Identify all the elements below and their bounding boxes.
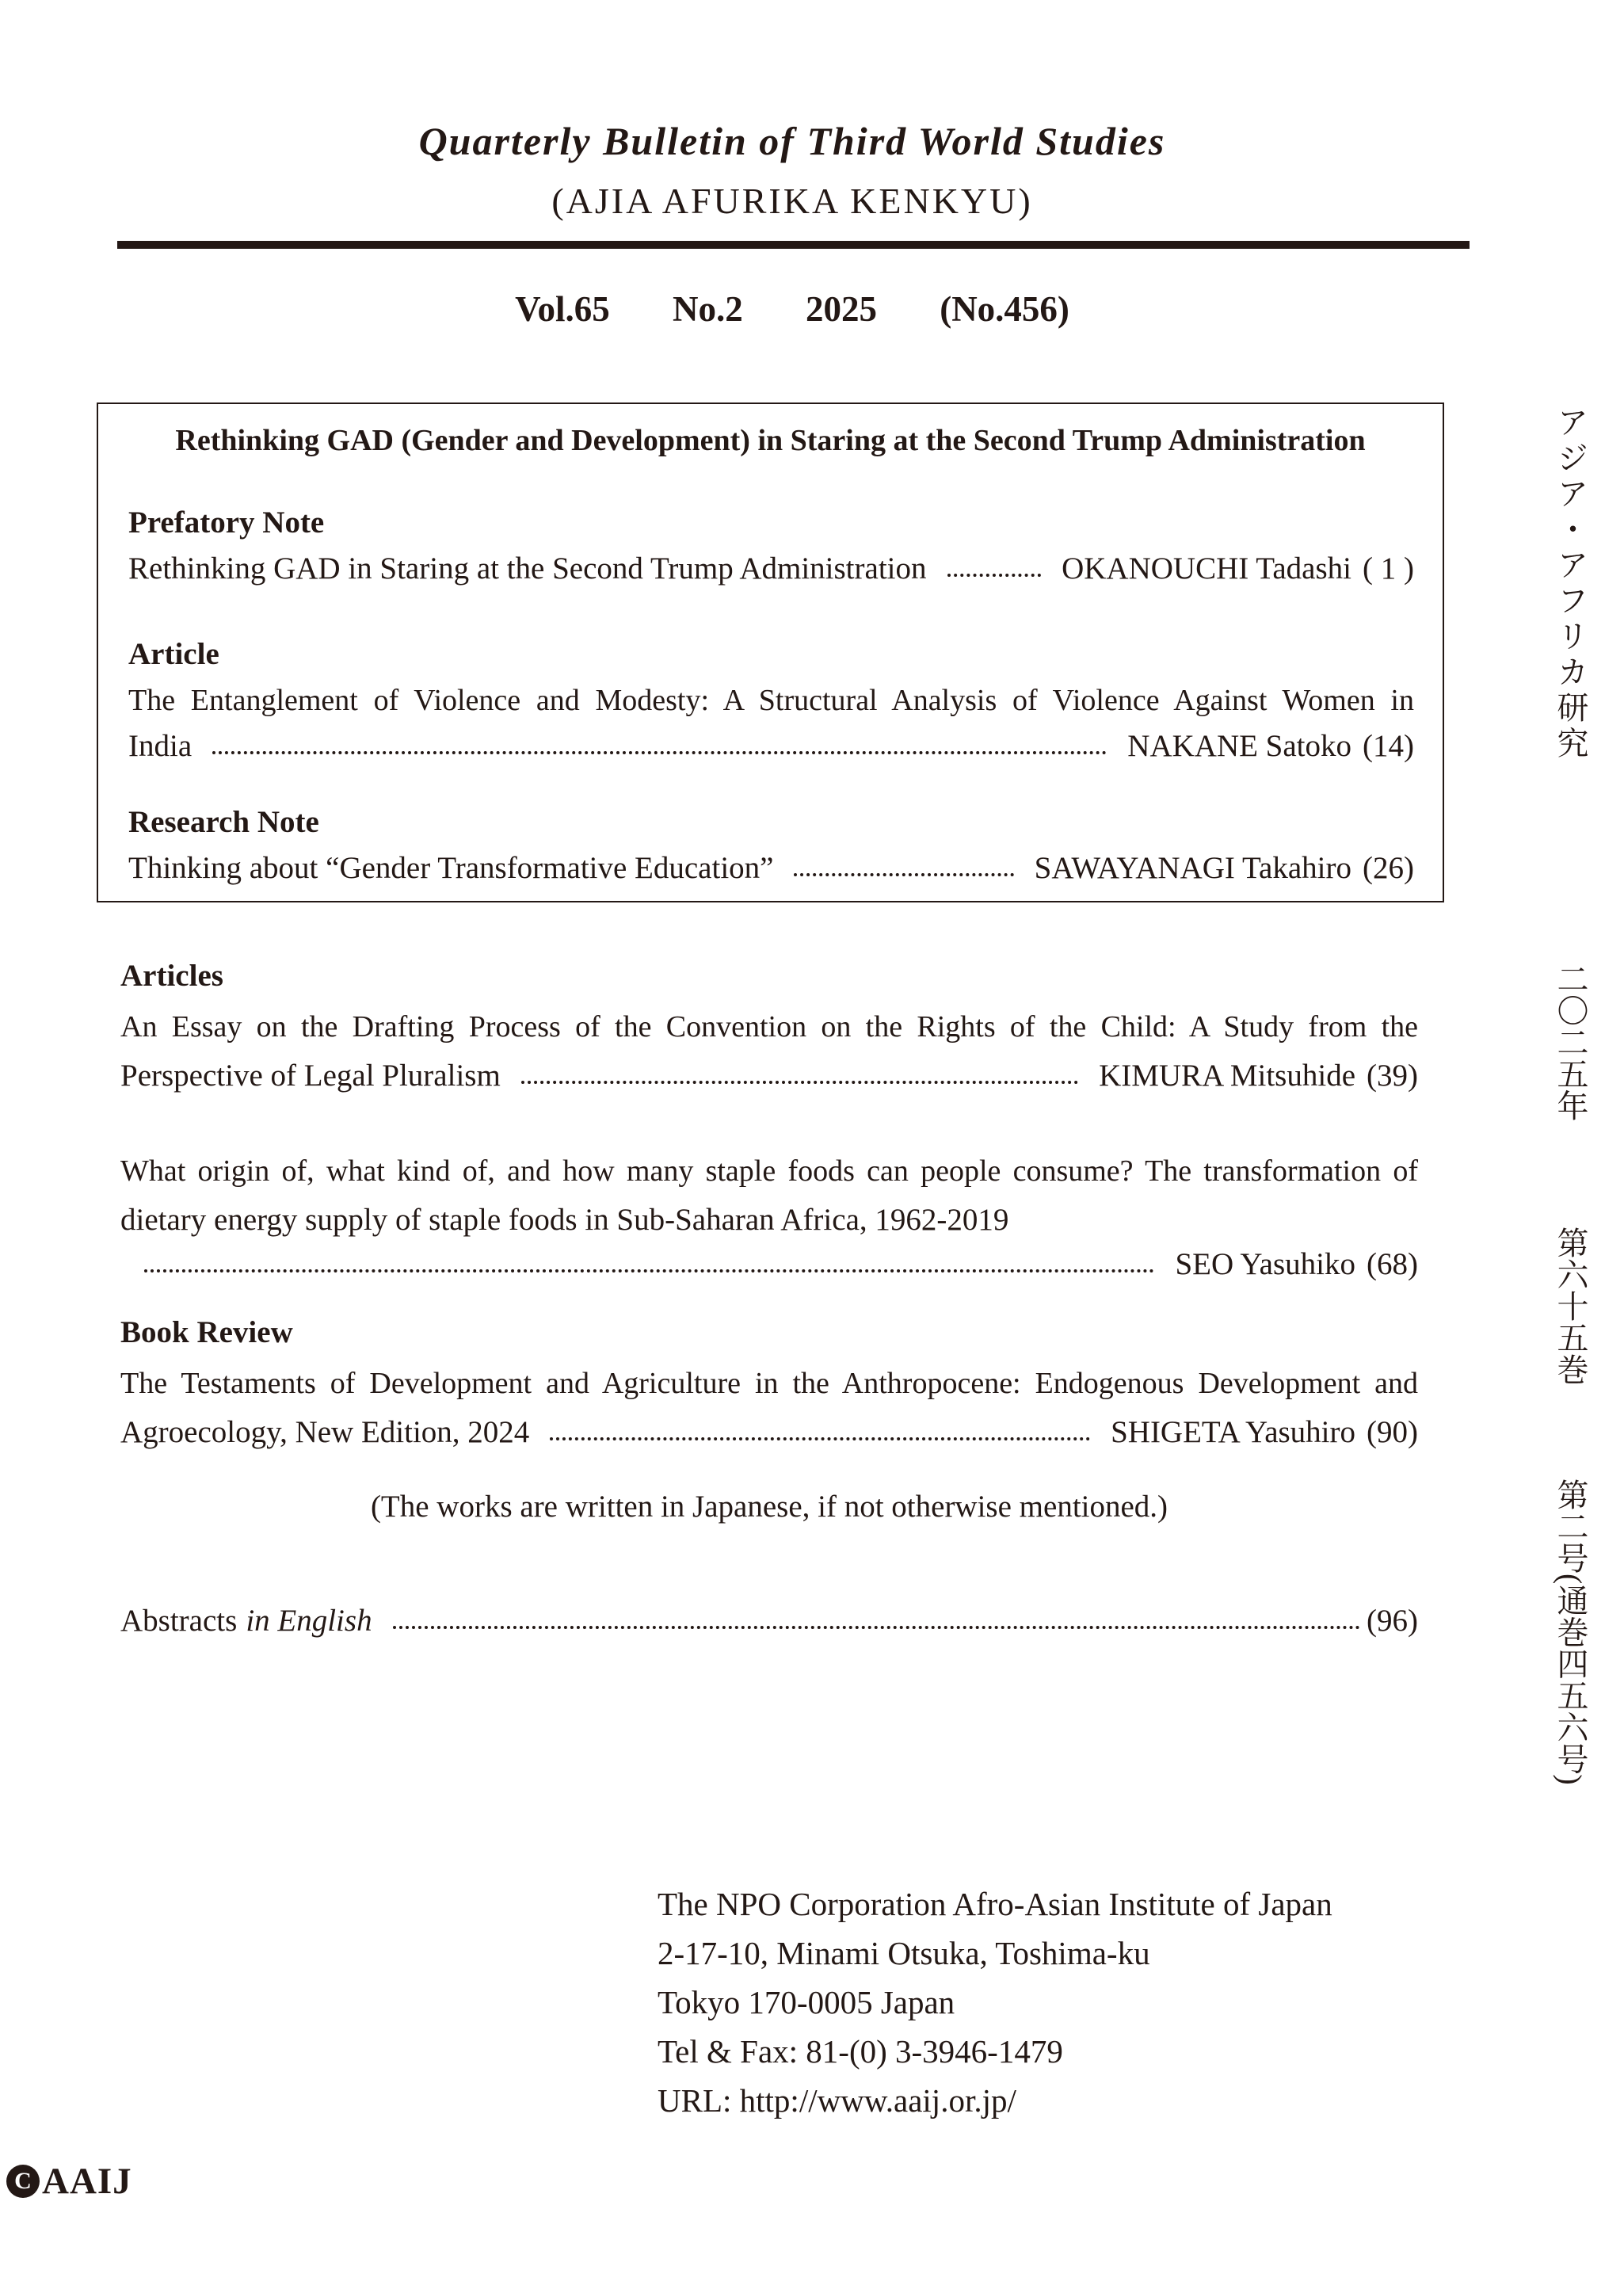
abstracts-label-text: Abstracts (120, 1604, 238, 1638)
section-heading-book-review: Book Review (120, 1315, 293, 1349)
copyright-circle-icon: C (6, 2165, 40, 2198)
entry-author: SAWAYANAGI Takahiro (1034, 851, 1352, 885)
entry-author: SHIGETA Yasuhiro (1111, 1415, 1356, 1449)
entry-author-page (1099, 1057, 1418, 1095)
year: 2025 (805, 289, 877, 329)
entry-author-page (1111, 1414, 1418, 1452)
journal-subtitle: (AJIA AFURIKA KENKYU) (551, 181, 1033, 221)
entry-title-line1: What origin of, what kind of, and how many staple foods can people consume? The transformation of (120, 1154, 1418, 1188)
entry-title-line1: The Testaments of Development and Agriculture in the Anthropocene: Endogenous Development and (120, 1367, 1418, 1400)
toc-entry-essay (120, 1057, 1418, 1095)
spine-volume-jp: 第六十五巻 (1553, 1227, 1588, 1385)
entry-author-page (1035, 849, 1414, 887)
dotted-leader (521, 1057, 1078, 1095)
abstracts-label (120, 1602, 372, 1640)
entry-title-line2: Agroecology, New Edition, 2024 (120, 1415, 530, 1449)
entry-title: Thinking about “Gender Transformative Education” (128, 851, 774, 885)
spine-year-jp: 二〇二五年 (1553, 963, 1588, 1121)
feature-box-title: Rethinking GAD (Gender and Development) in Staring at the Second Trump Administration (175, 424, 1366, 457)
issue-number: No.2 (672, 289, 743, 329)
entry-page-number: (96) (1367, 1604, 1418, 1638)
language-note: (The works are written in Japanese, if not otherwise mentioned.) (370, 1490, 1168, 1524)
entry-author: KIMURA Mitsuhide (1099, 1059, 1356, 1093)
entry-page-number: (26) (1363, 851, 1414, 885)
dotted-leader (144, 1246, 1154, 1284)
entry-page-number: (39) (1367, 1059, 1418, 1093)
section-heading-research-note: Research Note (128, 805, 319, 839)
toc-entry-book-review (120, 1414, 1418, 1452)
toc-entry-prefatory (128, 550, 1414, 588)
divider-rule (117, 241, 1470, 249)
dotted-leader (947, 550, 1042, 588)
entry-title-line2: Perspective of Legal Pluralism (120, 1059, 501, 1093)
publisher-url: URL: http://www.aaij.or.jp/ (658, 2082, 1016, 2119)
section-heading-articles: Articles (120, 959, 223, 993)
overall-issue-number: (No.456) (940, 289, 1069, 329)
publisher-block (658, 1879, 1332, 2125)
toc-entry-staple (120, 1246, 1418, 1284)
publisher-name: The NPO Corporation Afro-Asian Institute of Japan (658, 1886, 1332, 1922)
entry-page-number: (68) (1367, 1247, 1418, 1281)
publisher-street: 2-17-10, Minami Otsuka, Toshima-ku (658, 1935, 1150, 1971)
dotted-leader (393, 1602, 1360, 1640)
entry-author-page (1062, 550, 1414, 588)
aaij-logo (6, 2161, 132, 2201)
entry-author: SEO Yasuhiko (1175, 1247, 1356, 1281)
entry-title-line1: The Entanglement of Violence and Modesty: A Structural Analysis of Violence Against Women in (128, 684, 1414, 717)
entry-author-page (1175, 1246, 1418, 1284)
section-heading-article: Article (128, 637, 219, 671)
entry-author-page (1127, 727, 1414, 765)
volume-number: Vol.65 (515, 289, 610, 329)
feature-box (97, 403, 1444, 902)
abstracts-label-italic: in English (246, 1604, 372, 1638)
publisher-telfax: Tel & Fax: 81-(0) 3-3946-1479 (658, 2033, 1063, 2070)
entry-title-line1: An Essay on the Drafting Process of the Convention on the Rights of the Child: A Study from the (120, 1010, 1418, 1043)
toc-entry-abstracts (120, 1602, 1418, 1640)
publisher-city: Tokyo 170-0005 Japan (658, 1984, 955, 2020)
aaij-logo-text: AAIJ (42, 2161, 132, 2202)
entry-title-line2: India (128, 729, 193, 763)
entry-title: Rethinking GAD in Staring at the Second Trump Administration (128, 551, 927, 586)
dotted-leader (794, 849, 1013, 887)
journal-title: Quarterly Bulletin of Third World Studies (418, 119, 1166, 163)
dotted-leader (212, 727, 1107, 765)
toc-entry-article (128, 727, 1414, 765)
entry-page-number: ( 1 ) (1363, 551, 1414, 586)
entry-author: NAKANE Satoko (1127, 729, 1352, 763)
dotted-leader (550, 1414, 1090, 1452)
entry-author: OKANOUCHI Tadashi (1062, 551, 1352, 586)
entry-page-number: (90) (1367, 1415, 1418, 1449)
spine-journal-title-jp: アジア・アフリカ研究 (1553, 406, 1588, 762)
entry-title-line2: dietary energy supply of staple foods in Sub-Saharan Africa, 1962-2019 (120, 1203, 1009, 1237)
section-heading-prefatory-note: Prefatory Note (128, 506, 325, 540)
entry-page-number: (14) (1363, 729, 1414, 763)
toc-entry-research-note (128, 849, 1414, 887)
spine-issue-jp: 第二号(通巻四五六号) (1553, 1478, 1588, 1785)
volume-line (119, 288, 1466, 330)
